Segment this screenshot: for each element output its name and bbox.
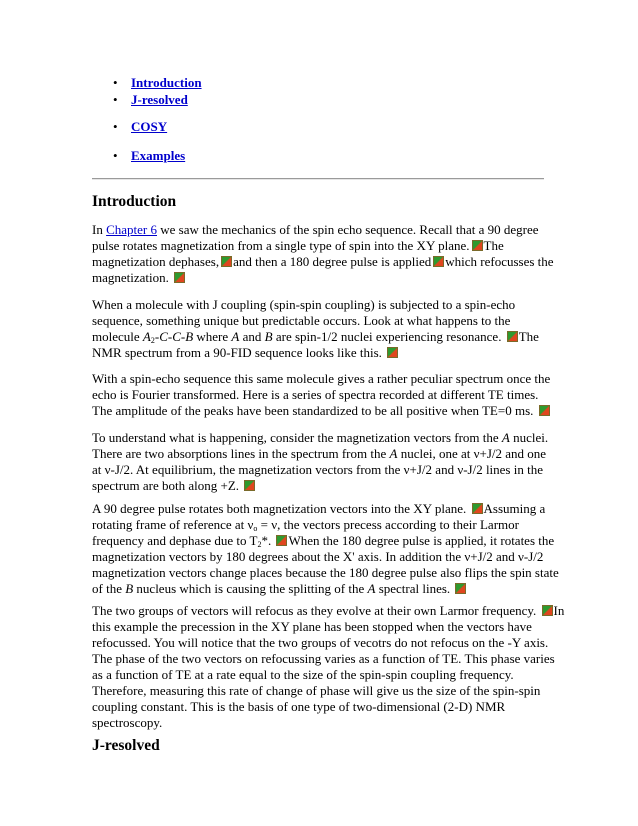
image-placeholder-icon[interactable]	[221, 256, 232, 267]
image-placeholder-icon[interactable]	[244, 480, 255, 491]
horizontal-rule	[92, 178, 544, 180]
image-placeholder-icon[interactable]	[387, 347, 398, 358]
text-line: refocussed. You will notice that the two groups of vecotrs do not refocus on the -Y axis.	[92, 635, 549, 650]
text-line: as a function of TE at a rate equal to the size of the spin-spin coupling frequency.	[92, 667, 514, 682]
toc-link-introduction[interactable]: Introduction	[131, 75, 202, 90]
heading-introduction: Introduction	[92, 193, 177, 210]
text-line: A 90 degree pulse rotates both magnetization vectors into the XY plane. Assuming a	[92, 501, 546, 516]
text-line: rotating frame of reference at $\nu_o = \nu$, the vectors precess according to their Larmor	[92, 517, 519, 533]
text-line: magnetization dephases, and then a 180 degree pulse is applied which refocusses the	[92, 254, 554, 269]
image-placeholder-icon[interactable]	[276, 535, 287, 546]
text-line: coupling constant. This is the basis of one type of two-dimensional (2-D) NMR	[92, 699, 506, 714]
text-line: The phase of the two vectors on refocussing varies as a function of TE. This phase varies	[92, 651, 555, 666]
text-line: NMR spectrum from a 90-FID sequence looks like this.	[92, 345, 552, 361]
paragraph-magnetization-vectors	[92, 430, 552, 494]
text-line: The amplitude of the peaks have been standardized to be all positive when TE=0 ms.	[92, 403, 552, 419]
image-placeholder-icon[interactable]	[472, 503, 483, 514]
toc-link-cosy[interactable]: COSY	[131, 119, 168, 134]
heading-j-resolved: J-resolved	[92, 737, 160, 754]
text-line: molecule $A_2-C-C-B$ where A and B are spin-1/2 nuclei experiencing resonance. The	[92, 329, 539, 345]
text-line: To understand what is happening, consider the magnetization vectors from the A nuclei.	[92, 430, 549, 445]
bullet-icon: •	[113, 119, 118, 134]
paragraph-refocus	[92, 603, 565, 731]
text-line: magnetization.	[92, 270, 552, 286]
text-line: When a molecule with J coupling (spin-spin coupling) is subjected to a spin-echo	[92, 297, 516, 312]
text-line: at ν-J/2. At equilibrium, the magnetization vectors from the ν+J/2 and ν-J/2 lines in the	[92, 462, 543, 477]
bullet-icon: •	[113, 148, 118, 163]
image-placeholder-icon[interactable]	[455, 583, 466, 594]
text-line: spectroscopy.	[92, 715, 163, 730]
text-line: pulse rotates magnetization from a single type of spin into the XY plane. The	[92, 238, 504, 253]
toc-link-j-resolved[interactable]: J-resolved	[131, 92, 188, 107]
paragraph-j-coupling	[92, 297, 552, 361]
text-line: With a spin-echo sequence this same molecule gives a rather peculiar spectrum once the	[92, 371, 551, 386]
text-line: spectrum are both along +Z.	[92, 478, 552, 494]
bullet-icon: •	[113, 92, 118, 107]
text-line: of the B nucleus which is causing the splitting of the A spectral lines.	[92, 581, 552, 597]
toc-link-examples[interactable]: Examples	[131, 148, 186, 163]
bullet-icon: •	[113, 75, 118, 90]
text-line: In Chapter 6 we saw the mechanics of the spin echo sequence. Recall that a 90 degree	[92, 222, 539, 237]
text-line: magnetization vectors change places because the 180 degree pulse also flips the spin state	[92, 565, 559, 580]
image-placeholder-icon[interactable]	[433, 256, 444, 267]
chapter-6-link[interactable]: Chapter 6	[106, 222, 157, 237]
paragraph-90-degree-pulse	[92, 501, 559, 597]
text-line: sequence, something unique but predictable occurs. Look at what happens to the	[92, 313, 511, 328]
image-placeholder-icon[interactable]	[174, 272, 185, 283]
text-line: There are two absorptions lines in the spectrum from the A nuclei, one at ν+J/2 and one	[92, 446, 547, 461]
image-placeholder-icon[interactable]	[542, 605, 553, 616]
image-placeholder-icon[interactable]	[507, 331, 518, 342]
image-placeholder-icon[interactable]	[472, 240, 483, 251]
text-line: frequency and dephase due to $T_2*$. When the 180 degree pulse is applied, it rotates the	[92, 533, 555, 549]
text-line: magnetization vectors by 180 degrees about the X' axis. In addition the ν+J/2 and ν-J/2	[92, 549, 544, 564]
text-line: The two groups of vectors will refocus as they evolve at their own Larmor frequency. In	[92, 603, 565, 618]
paragraph-spin-echo-spectra	[92, 371, 552, 419]
paragraph-spin-echo-recall	[92, 222, 552, 286]
image-placeholder-icon[interactable]	[539, 405, 550, 416]
text-line: echo is Fourier transformed. Here is a series of spectra recorded at different TE times.	[92, 387, 539, 402]
text-line: Therefore, measuring this rate of change of phase will give us the size of the spin-spin	[92, 683, 541, 698]
text-line: this example the precession in the XY plane has been stopped when the vectors have	[92, 619, 532, 634]
